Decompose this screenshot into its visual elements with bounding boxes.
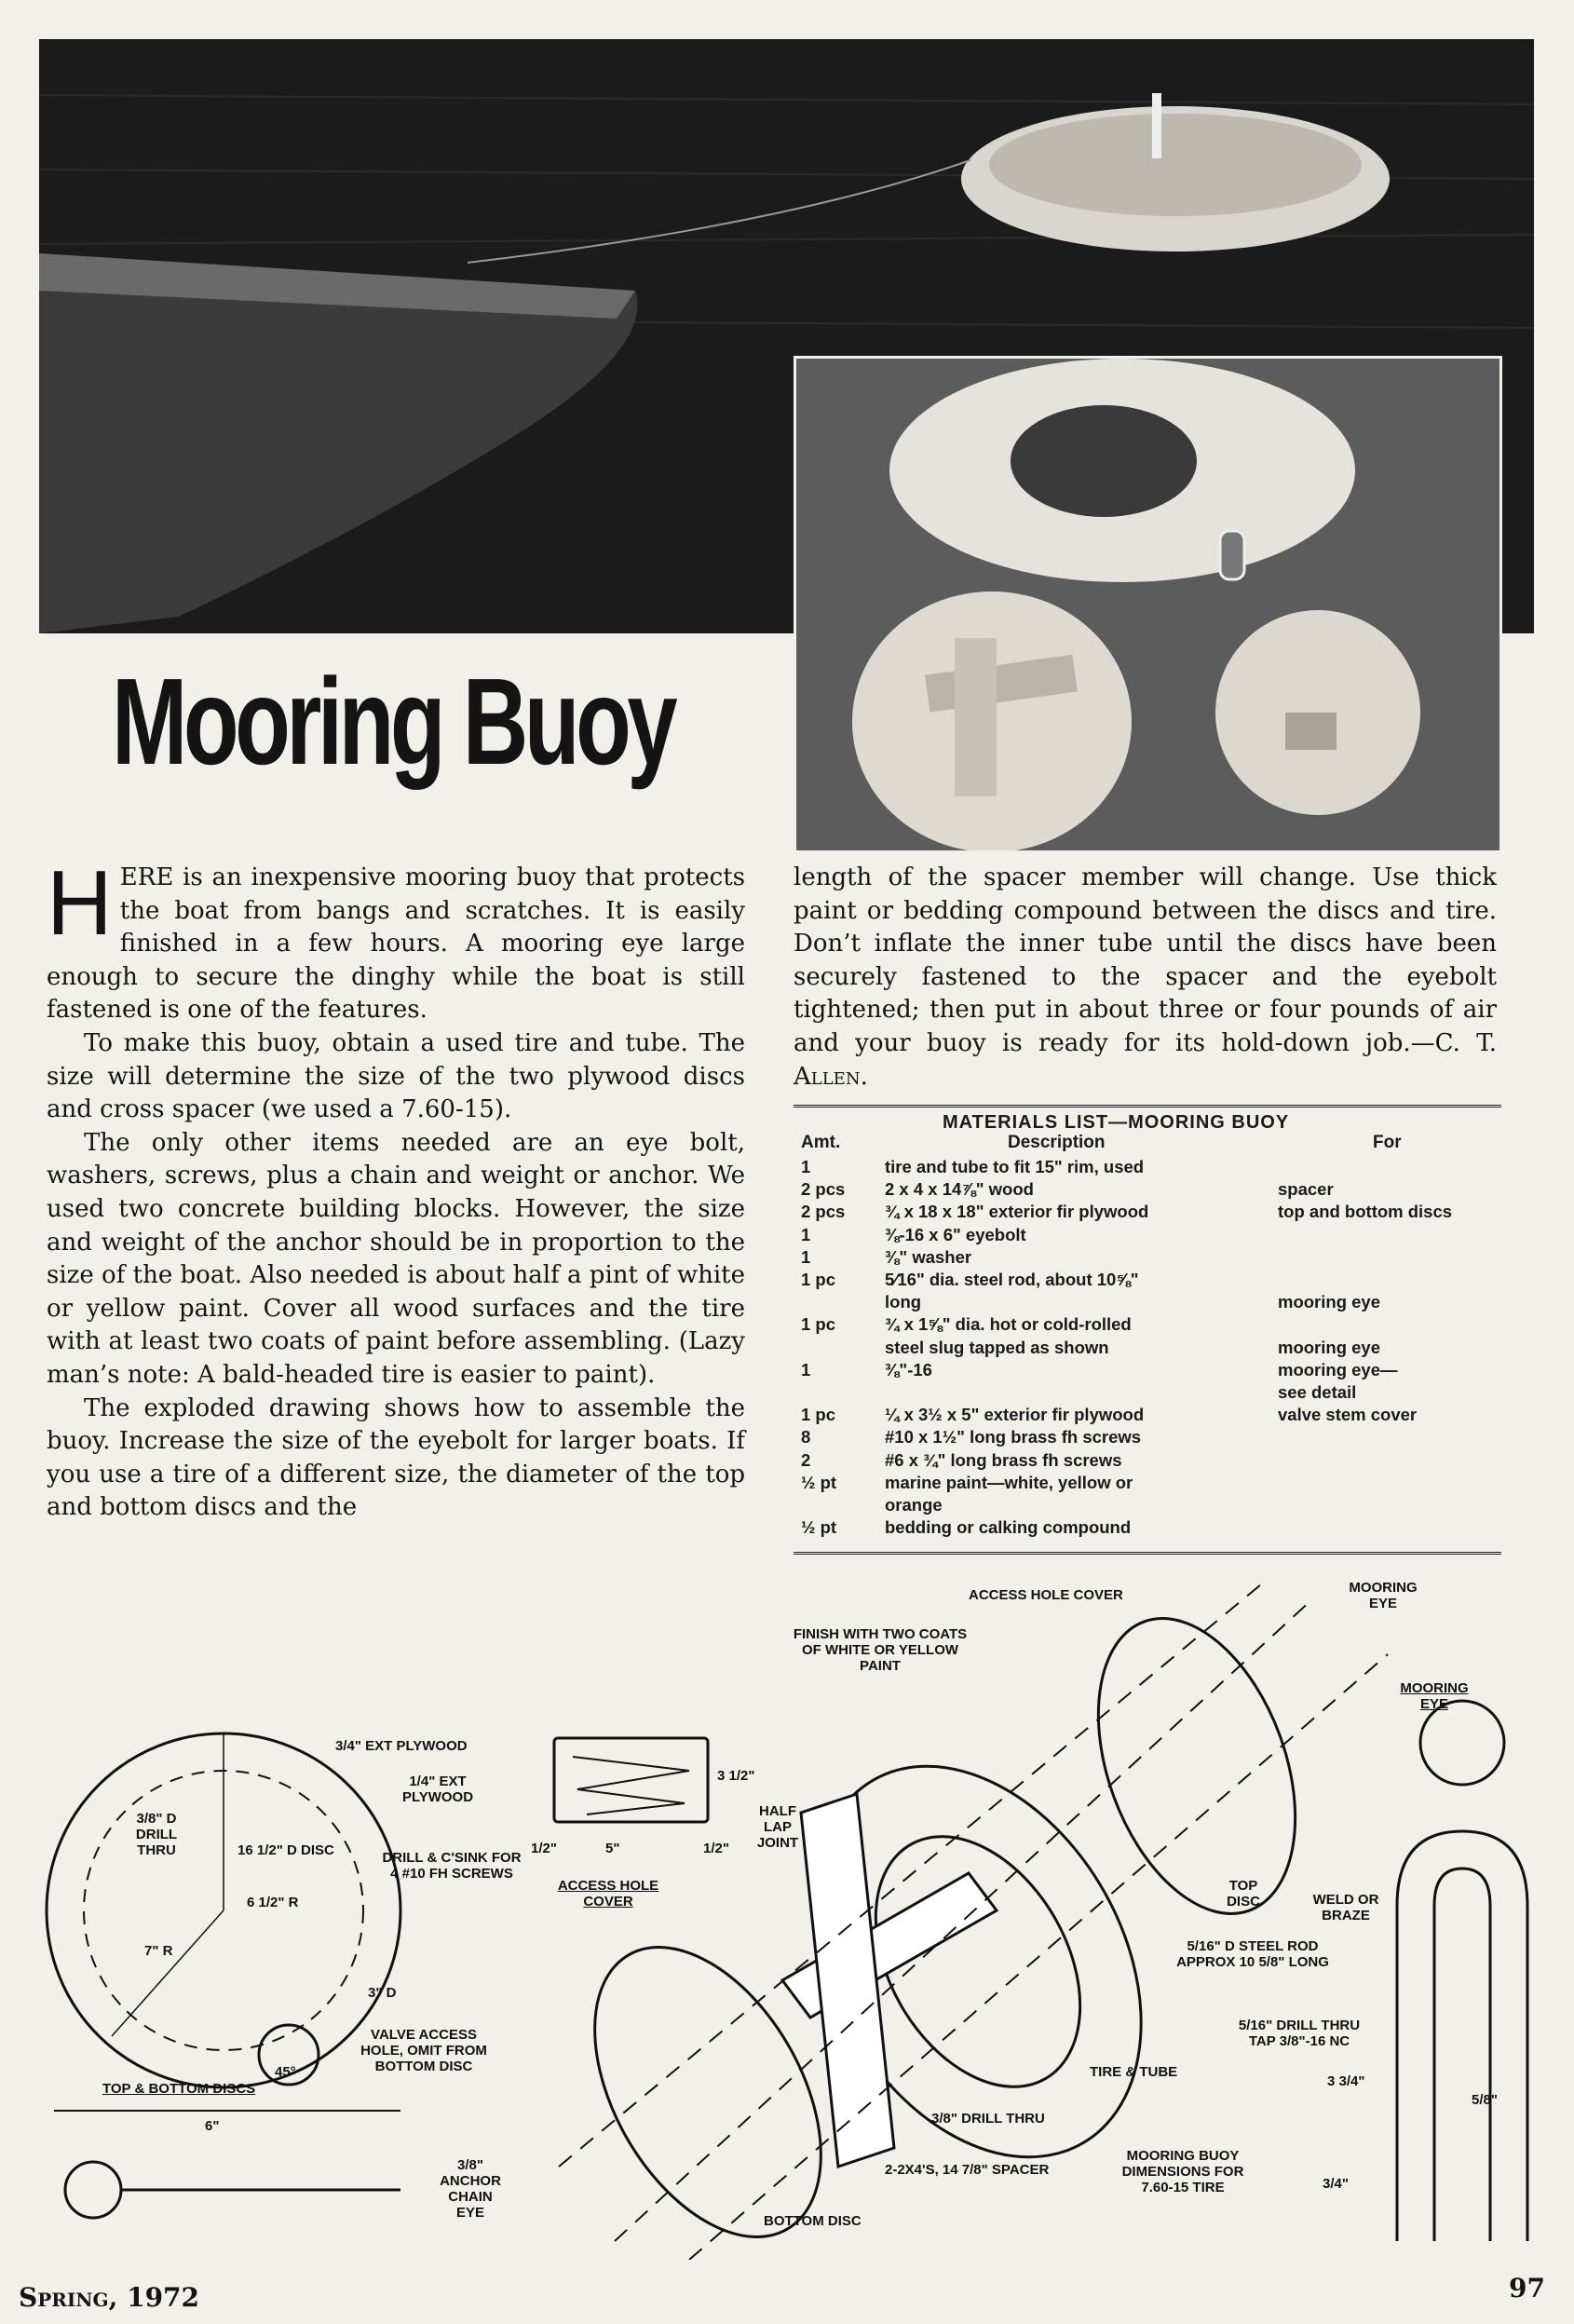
label-dim-6: 6" bbox=[205, 2118, 220, 2134]
materials-amt: 1 bbox=[801, 1246, 811, 1267]
materials-for: valve stem cover bbox=[1278, 1405, 1418, 1425]
paragraph-1-text: ERE is an inexpensive mooring buoy that protects the boat from bangs and scratches. It is easily finished in a few hours. A mooring eye large enough to secure the dinghy while the boat is still fastened is one of the features. bbox=[47, 863, 745, 1025]
materials-desc: ¾ x 1⅝" dia. hot or cold-rolled bbox=[885, 1314, 1132, 1335]
label-spacer: 2-2X4'S, 14 7/8" SPACER bbox=[885, 2162, 1050, 2178]
materials-desc: ¼ x 3½ x 5" exterior fir plywood bbox=[885, 1405, 1145, 1425]
label-mooring-eye-detail: MOORING EYE bbox=[1400, 1680, 1469, 1712]
exploded-drawing bbox=[37, 1570, 1539, 2260]
materials-desc: ¾ x 18 x 18" exterior fir plywood bbox=[885, 1202, 1149, 1222]
author-signature: Allen. bbox=[794, 1062, 868, 1091]
footer-issue: Spring, 1972 bbox=[19, 2282, 200, 2313]
label-diameter-3: 3" D bbox=[368, 1985, 397, 2001]
materials-amt: 1 pc bbox=[801, 1405, 836, 1425]
materials-desc: 5⁄16" dia. steel rod, about 10⅝" bbox=[885, 1270, 1139, 1289]
materials-amt: 1 pc bbox=[801, 1270, 836, 1289]
materials-desc: ⅜"-16 bbox=[885, 1359, 932, 1379]
label-dim-3half: 3 1/2" bbox=[717, 1768, 755, 1784]
label-drill-csink: DRILL & C'SINK FOR 4 #10 FH SCREWS bbox=[382, 1850, 522, 1882]
materials-amt: 1 bbox=[801, 1359, 811, 1379]
photo-tire-discs bbox=[794, 356, 1502, 853]
article-title: Mooring Buoy bbox=[112, 653, 674, 790]
label-drill-thru-38: 3/8" DRILL THRU bbox=[931, 2111, 1045, 2127]
label-top-disc: TOP DISC bbox=[1227, 1878, 1260, 1909]
label-tire-tube: TIRE & TUBE bbox=[1090, 2064, 1178, 2080]
label-drill-tap: 5/16" DRILL THRU TAP 3/8"-16 NC bbox=[1238, 2018, 1361, 2049]
label-top-bottom-discs: TOP & BOTTOM DISCS bbox=[102, 2081, 256, 2097]
footer-page-number: 97 bbox=[1509, 2273, 1545, 2304]
paragraph-1 bbox=[47, 851, 745, 1027]
label-angle-45: 45° bbox=[275, 2064, 296, 2080]
label-steel-rod: 5/16" D STEEL ROD APPROX 10 5/8" LONG bbox=[1176, 1938, 1329, 1970]
label-valve-access: VALVE ACCESS HOLE, OMIT FROM BOTTOM DISC bbox=[360, 2027, 487, 2074]
materials-desc: bedding or calking compound bbox=[885, 1517, 1132, 1538]
article-left-column bbox=[47, 851, 745, 1525]
materials-amt: 8 bbox=[801, 1427, 811, 1447]
materials-header-for: For bbox=[1373, 1133, 1402, 1152]
materials-amt: 1 pc bbox=[801, 1314, 836, 1335]
label-dimensions-caption: MOORING BUOY DIMENSIONS FOR 7.60-15 TIRE bbox=[1121, 2148, 1244, 2195]
materials-for: see detail bbox=[1278, 1382, 1357, 1402]
materials-desc: #10 x 1½" long brass fh screws bbox=[885, 1427, 1142, 1447]
materials-for: spacer bbox=[1278, 1179, 1334, 1200]
materials-amt: 1 bbox=[801, 1224, 811, 1244]
label-access-hole-cover: ACCESS HOLE COVER bbox=[969, 1587, 1123, 1603]
paragraph-3: The only other items needed are an eye bolt, washers, screws, plus a chain and weight or anchor. We used two concrete building blocks. However, the size and weight of the anchor should be in proportion to the size of the boat. Also needed is about half a pint of white or yellow paint. Cover all wood surfaces and the tire with at least two coats of paint before assembling. (Lazy man’s note: A bald-headed tire is easier to paint). bbox=[47, 1128, 745, 1389]
materials-desc: tire and tube to fit 15" rim, used bbox=[885, 1157, 1145, 1176]
materials-bottom-rule bbox=[794, 1552, 1501, 1557]
label-dim-half-right: 1/2" bbox=[703, 1841, 729, 1856]
label-weld: WELD OR BRAZE bbox=[1312, 1892, 1379, 1923]
paragraph-5 bbox=[794, 862, 1497, 1094]
materials-desc: ⅜-16 x 6" eyebolt bbox=[885, 1224, 1026, 1244]
label-dim-58: 5/8" bbox=[1472, 2092, 1498, 2108]
label-half-lap-joint: HALF LAP JOINT bbox=[756, 1803, 799, 1851]
materials-desc: steel slug tapped as shown bbox=[885, 1337, 1109, 1357]
materials-desc: long bbox=[885, 1292, 922, 1312]
materials-for: mooring eye bbox=[1278, 1337, 1380, 1357]
label-access-hole-cover-caption: ACCESS HOLE COVER bbox=[557, 1878, 659, 1909]
label-dim-334: 3 3/4" bbox=[1327, 2073, 1365, 2089]
drop-cap: H bbox=[47, 851, 113, 954]
paragraph-2: To make this buoy, obtain a used tire and tube. The size will determine the size of the two plywood discs and cross spacer (we used a 7.60-15). bbox=[47, 1028, 745, 1124]
materials-title: MATERIALS LIST—MOORING BUOY bbox=[943, 1112, 1290, 1133]
label-radius-65: 6 1/2" R bbox=[247, 1895, 299, 1910]
label-disc-diameter: 16 1/2" D DISC bbox=[237, 1842, 334, 1858]
materials-amt: ½ pt bbox=[801, 1517, 837, 1538]
label-dim-5: 5" bbox=[605, 1841, 620, 1856]
tire-discs-illustration bbox=[796, 359, 1499, 850]
paragraph-4: The exploded drawing shows how to assemble the buoy. Increase the size of the eyebolt for larger boats. If you use a tire of a different size, the diameter of the top and bottom discs and the bbox=[47, 1393, 745, 1522]
materials-header-desc: Description bbox=[1008, 1133, 1106, 1152]
materials-amt: 2 pcs bbox=[801, 1179, 846, 1200]
label-finish: FINISH WITH TWO COATS OF WHITE OR YELLOW PAINT bbox=[793, 1626, 968, 1674]
materials-desc: orange bbox=[885, 1495, 943, 1515]
paragraph-5-text: length of the spacer member will change. Use thick paint or bedding compound between the discs and tire. Don’t inflate the inner tube until the discs have been securely fastened to the spacer and the eyebolt tightened; then put in about three or four pounds of air and your buoy is ready for its hold-down job.—C. T. bbox=[794, 863, 1497, 1057]
materials-amt: 2 pcs bbox=[801, 1202, 846, 1222]
materials-desc: 2 x 4 x 14⅞" wood bbox=[885, 1179, 1034, 1200]
label-bottom-disc: BOTTOM DISC bbox=[764, 2213, 862, 2229]
materials-header-amt: Amt. bbox=[801, 1133, 841, 1152]
label-ext-plywood-14: 1/4" EXT PLYWOOD bbox=[401, 1774, 474, 1805]
materials-desc: marine paint—white, yellow or bbox=[885, 1472, 1133, 1492]
materials-for: top and bottom discs bbox=[1278, 1202, 1453, 1222]
materials-top-rule bbox=[794, 1105, 1501, 1110]
article-right-column bbox=[794, 862, 1497, 1094]
label-ext-plywood-34: 3/4" EXT PLYWOOD bbox=[335, 1738, 468, 1754]
materials-amt: 1 bbox=[801, 1157, 811, 1176]
materials-amt: 2 bbox=[801, 1449, 811, 1470]
materials-for: mooring eye bbox=[1278, 1292, 1380, 1312]
materials-desc: ⅜" washer bbox=[885, 1246, 972, 1267]
label-drill-thru: 3/8" D DRILL THRU bbox=[135, 1811, 178, 1858]
materials-amt: ½ pt bbox=[801, 1472, 837, 1492]
label-anchor-chain-eye: 3/8" ANCHOR CHAIN EYE bbox=[440, 2157, 501, 2221]
label-radius-7: 7" R bbox=[144, 1943, 173, 1959]
label-mooring-eye-top: MOORING EYE bbox=[1349, 1580, 1418, 1611]
label-dim-half-left: 1/2" bbox=[531, 1841, 557, 1856]
materials-desc: #6 x ¾" long brass fh screws bbox=[885, 1449, 1122, 1470]
label-dim-34: 3/4" bbox=[1323, 2176, 1349, 2192]
materials-for: mooring eye— bbox=[1278, 1359, 1398, 1379]
materials-list bbox=[794, 1105, 1501, 1561]
